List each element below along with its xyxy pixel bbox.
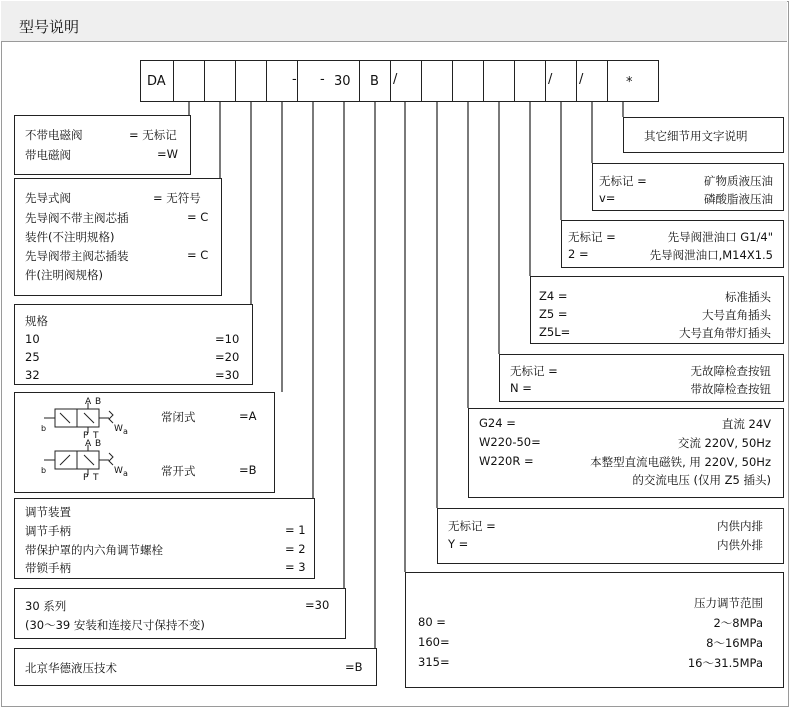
- code-slash: /: [579, 72, 584, 87]
- pressure-code: 160=: [418, 635, 450, 649]
- drain-box: [561, 220, 784, 268]
- drain-desc: 先导阀泄油口 G1/4": [667, 230, 773, 244]
- adjust-box: [14, 498, 315, 579]
- symbol-port-label: P: [83, 431, 89, 441]
- supply-desc: 内供内排: [717, 519, 763, 533]
- voltage-desc: 交流 220V, 50Hz: [677, 436, 771, 450]
- pressure-heading: 压力调节范围: [694, 596, 763, 610]
- supply-box: [437, 508, 784, 564]
- plug-code: Z5 =: [539, 307, 568, 321]
- adjust-label: 带保护罩的内六角调节螺栓: [25, 543, 163, 557]
- adjust-label: 带锁手柄: [25, 561, 71, 575]
- symbol-port-label: W: [114, 424, 123, 434]
- tech-value: =B: [345, 660, 363, 674]
- series-value: =30: [305, 598, 330, 612]
- pilot-label: 先导式阀: [25, 191, 71, 205]
- spec-code: =30: [215, 368, 240, 382]
- supply-code: 无标记 =: [448, 519, 496, 533]
- pilot-box: [14, 178, 222, 296]
- other-label: 其它细节用文字说明: [644, 129, 748, 143]
- drain-desc: 先导阀泄油口,M14X1.5: [649, 248, 773, 262]
- voltage-desc: 本整型直流电磁铁, 用 220V, 50Hz: [590, 455, 771, 469]
- symbol-nc-label: 常闭式: [161, 410, 196, 424]
- symbol-port-label: P: [83, 473, 89, 483]
- plug-code: Z5L=: [539, 325, 571, 339]
- symbol-port-label: A: [85, 439, 92, 449]
- voltage-code: G24 =: [479, 416, 516, 430]
- valve-row-label: 不带电磁阀: [25, 128, 83, 142]
- valve-row-value: = 无标记: [129, 128, 177, 142]
- pressure-code: 80 =: [418, 615, 446, 629]
- symbol-port-label: B: [95, 397, 102, 407]
- voltage-desc: 的交流电压 (仅用 Z5 插头): [632, 473, 771, 487]
- spec-size: 25: [25, 350, 40, 364]
- spec-size: 10: [25, 332, 40, 346]
- symbol-port-label: a: [123, 469, 128, 478]
- series-note: (30～39 安装和连接尺寸保持不变): [25, 618, 205, 632]
- symbol-port-label: T: [93, 473, 99, 483]
- oil-desc: 矿物质液压油: [704, 174, 773, 188]
- adjust-value: = 1: [285, 523, 306, 537]
- oil-code: v=: [599, 191, 616, 205]
- pilot-value: = C: [187, 248, 209, 262]
- plug-desc: 大号直角带灯插头: [679, 326, 771, 340]
- supply-code: Y =: [448, 537, 469, 551]
- plug-box: [530, 276, 784, 344]
- symbol-port-label: B: [95, 439, 102, 449]
- series-label: 30 系列: [25, 599, 67, 613]
- pressure-box: [405, 572, 784, 688]
- fault-box: [499, 354, 784, 402]
- page-title: 型号说明: [19, 18, 80, 36]
- fault-code: N =: [510, 381, 532, 395]
- pilot-label: 先导阀不带主阀芯插: [25, 211, 129, 225]
- other-box: [623, 117, 784, 153]
- spec-code: =10: [215, 332, 240, 346]
- voltage-box: [468, 408, 784, 498]
- code-slash: /: [548, 72, 553, 87]
- drain-code: 无标记 =: [568, 230, 616, 244]
- symbol-no-value: =B: [239, 463, 257, 477]
- adjust-heading: 调节装置: [25, 505, 71, 519]
- code-slash: /: [393, 72, 398, 87]
- symbol-port-label: A: [85, 397, 92, 407]
- pilot-label: 件(注明阀规格): [25, 268, 103, 282]
- fault-desc: 带故障检查按钮: [690, 382, 771, 396]
- spec-heading: 规格: [25, 314, 48, 328]
- pilot-label: 装件(不注明规格): [25, 230, 115, 244]
- oil-code: 无标记 =: [599, 174, 647, 188]
- symbol-no-label: 常开式: [161, 464, 196, 478]
- symbol-port-label: b: [41, 424, 47, 433]
- spec-box: [14, 304, 253, 385]
- symbol-port-label: W: [114, 466, 123, 476]
- pilot-value: = C: [187, 210, 209, 224]
- pressure-range: 2～8MPa: [713, 616, 763, 630]
- oil-desc: 磷酸脂液压油: [704, 192, 773, 206]
- supply-desc: 内供外排: [717, 538, 763, 552]
- fault-code: 无标记 =: [510, 364, 558, 378]
- pressure-code: 315=: [418, 655, 450, 669]
- tech-label: 北京华德液压技术: [25, 661, 117, 675]
- drain-code: 2 =: [568, 247, 589, 261]
- plug-desc: 大号直角插头: [702, 308, 771, 322]
- spec-code: =20: [215, 350, 240, 364]
- adjust-value: = 2: [285, 542, 306, 556]
- symbol-port-label: b: [41, 466, 47, 475]
- symbol-port-label: a: [123, 427, 128, 436]
- oil-box: [592, 163, 784, 211]
- voltage-code: W220R =: [479, 454, 534, 468]
- pressure-range: 8～16MPa: [706, 636, 763, 650]
- pilot-label: 先导阀带主阀芯插装: [25, 249, 129, 263]
- symbol-port-label: T: [93, 431, 99, 441]
- code-star: *: [626, 75, 633, 90]
- pilot-value: = 无符号: [153, 191, 201, 205]
- voltage-code: W220-50=: [479, 435, 541, 449]
- adjust-value: = 3: [285, 560, 306, 574]
- voltage-desc: 直流 24V: [721, 417, 771, 431]
- code-dash: -: [320, 72, 325, 87]
- valve-box: [14, 115, 191, 175]
- valve-row-value: =W: [157, 147, 179, 161]
- symbol-box: [14, 392, 275, 493]
- plug-code: Z4 =: [539, 289, 568, 303]
- spec-size: 32: [25, 368, 40, 382]
- code-30: 30: [334, 74, 351, 89]
- code-dash: -: [292, 72, 297, 87]
- series-box: [14, 588, 346, 639]
- valve-row-label: 带电磁阀: [25, 148, 71, 162]
- tech-box: [14, 648, 377, 686]
- code-da: DA: [147, 74, 166, 89]
- adjust-label: 调节手柄: [25, 524, 71, 538]
- code-b: B: [370, 74, 379, 89]
- pressure-range: 16～31.5MPa: [687, 656, 763, 670]
- symbol-nc-value: =A: [239, 409, 257, 423]
- fault-desc: 无故障检查按钮: [690, 364, 771, 378]
- plug-desc: 标准插头: [725, 290, 771, 304]
